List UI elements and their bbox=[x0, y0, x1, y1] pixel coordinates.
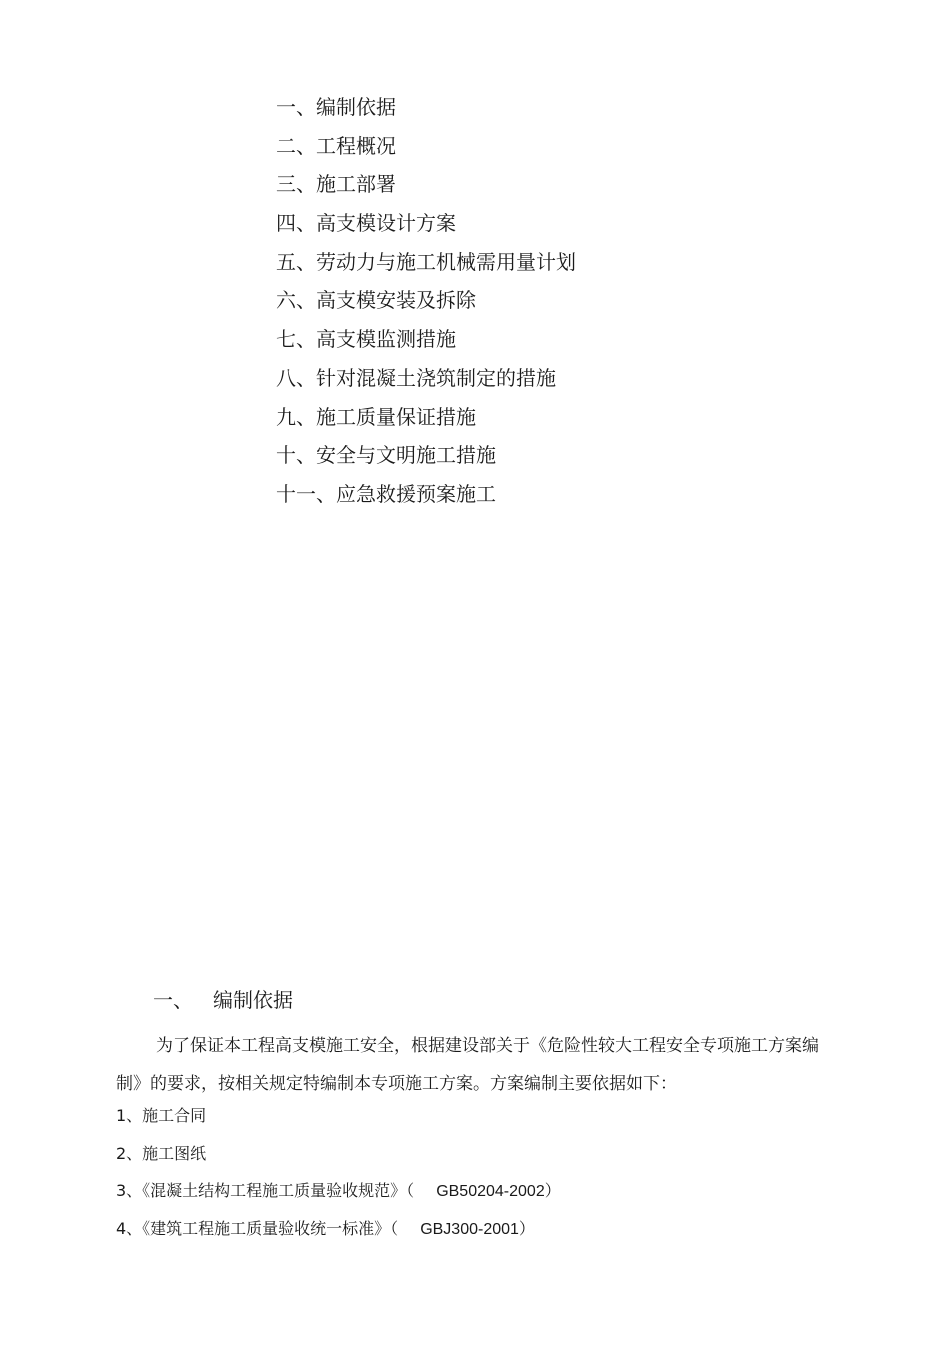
toc-item: 十一、应急救援预案施工 bbox=[276, 481, 496, 506]
list-item bbox=[116, 1101, 561, 1139]
standard-code: GBJ300-2001） bbox=[420, 1220, 535, 1238]
basis-text: 3、《混凝土结构工程施工质量验收规范》（ bbox=[116, 1181, 415, 1200]
standard-code: GB50204-2002） bbox=[436, 1183, 561, 1200]
list-item bbox=[116, 1139, 561, 1177]
toc-item: 九、施工质量保证措施 bbox=[276, 404, 476, 429]
toc-item: 一、编制依据 bbox=[276, 95, 396, 119]
table-of-contents bbox=[276, 92, 576, 518]
body-paragraph: 为了保证本工程高支模施工安全，根据建设部关于《危险性较大工程安全专项施工方案编制》的要求，按相关规定特编制本专项施工方案。方案编制主要依据如下： bbox=[116, 1036, 819, 1094]
toc-item: 六、高支模安装及拆除 bbox=[276, 288, 476, 313]
toc-item: 二、工程概况 bbox=[276, 133, 396, 158]
basis-text: 4、《建筑工程施工质量验收统一标准》（ bbox=[116, 1218, 399, 1238]
basis-text: 2、施工图纸 bbox=[116, 1143, 207, 1163]
basis-list bbox=[116, 1101, 561, 1251]
toc-item: 四、高支模设计方案 bbox=[276, 211, 456, 236]
section-title: 编制依据 bbox=[213, 988, 293, 1012]
section-heading bbox=[153, 985, 293, 1015]
section-number: 一、 bbox=[153, 988, 193, 1012]
basis-text: 1、施工合同 bbox=[116, 1106, 207, 1125]
list-item bbox=[116, 1176, 561, 1214]
toc-item: 十、安全与文明施工措施 bbox=[276, 443, 496, 468]
toc-item: 三、施工部署 bbox=[276, 172, 396, 197]
list-item bbox=[116, 1214, 561, 1252]
toc-item: 七、高支模监测措施 bbox=[276, 327, 456, 352]
toc-item: 五、劳动力与施工机械需用量计划 bbox=[276, 249, 576, 274]
toc-item: 八、针对混凝土浇筑制定的措施 bbox=[276, 365, 556, 390]
